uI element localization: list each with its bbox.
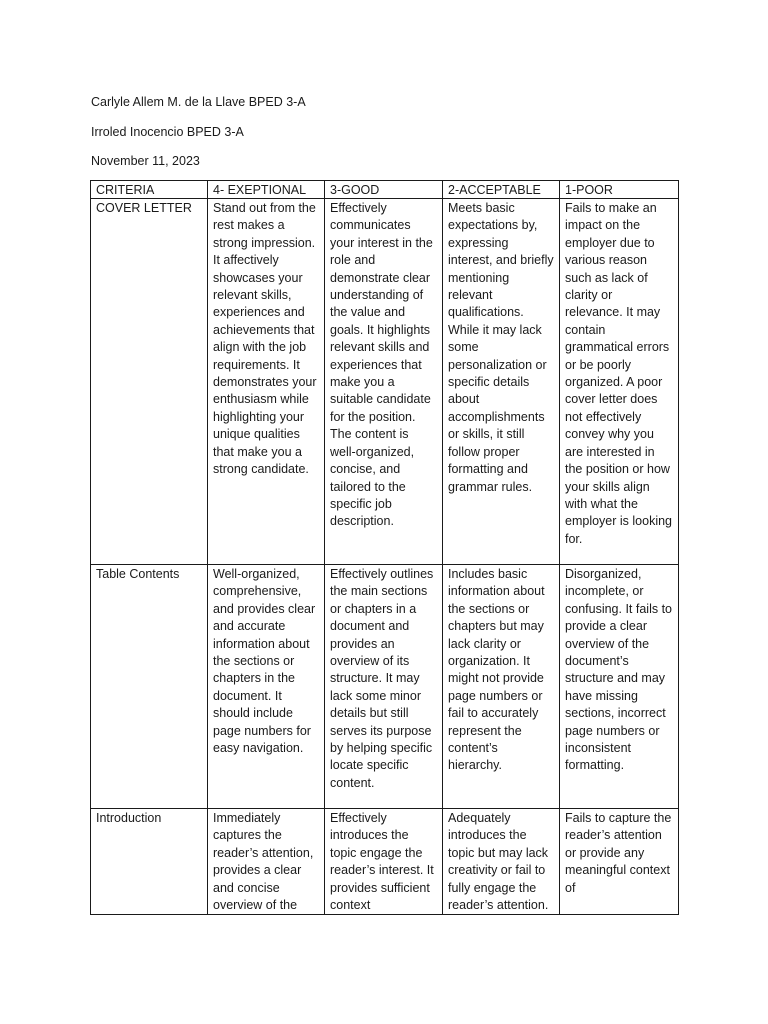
criteria-cell: Introduction [91, 809, 208, 915]
table-row [91, 809, 679, 915]
exceptional-cell: Stand out from the rest makes a strong impression. It affectively showcases your relevant skills, experiences and achievements that align with the job requirements. It demonstrates your enthusiasm while highlighting your unique qualities that make you a strong candidate. [208, 199, 325, 565]
poor-cell: Fails to capture the reader’s attention or provide any meaningful context of [560, 809, 679, 915]
header-cell-acceptable: 2-ACCEPTABLE [443, 181, 560, 199]
table-row [91, 565, 679, 809]
table-header-row [91, 181, 679, 199]
header-cell-criteria: CRITERIA [91, 181, 208, 199]
header-cell-poor: 1-POOR [560, 181, 679, 199]
good-cell: Effectively communicates your interest in the role and demonstrate clear understanding of the value and goals. It highlights relevant skills and experiences that make you a suitable candidate for the position. The content is well-organized, concise, and tailored to the specific job description. [325, 199, 443, 565]
header-cell-good: 3-GOOD [325, 181, 443, 199]
exceptional-cell: Immediately captures the reader’s attention, provides a clear and concise overview of the [208, 809, 325, 915]
acceptable-cell: Adequately introduces the topic but may lack creativity or fail to fully engage the reader’s attention. [443, 809, 560, 915]
rubric-table [90, 180, 679, 915]
header-cell-exceptional: 4- EXEPTIONAL [208, 181, 325, 199]
poor-cell: Fails to make an impact on the employer due to various reason such as lack of clarity or relevance. It may contain grammatical errors or be poorly organized. A poor cover letter does not effectively convey why you are interested in the position or how your skills align with what the employer is looking for. [560, 199, 679, 565]
exceptional-cell: Well-organized, comprehensive, and provides clear and accurate information about the sections or chapters in the document. It should include page numbers for easy navigation. [208, 565, 325, 809]
good-cell: Effectively outlines the main sections or chapters in a document and provides an overview of its structure. It may lack some minor details but still serves its purpose by helping specific locate specific content. [325, 565, 443, 809]
author-line-1: Carlyle Allem M. de la Llave BPED 3-A [91, 95, 306, 109]
acceptable-cell: Meets basic expectations by, expressing interest, and briefly mentioning relevant qualifications. While it may lack some personalization or specific details about accomplishments or skills, it still follow proper formatting and grammar rules. [443, 199, 560, 565]
criteria-cell: Table Contents [91, 565, 208, 809]
acceptable-cell: Includes basic information about the sections or chapters but may lack clarity or organization. It might not provide page numbers or fail to accurately represent the content’s hierarchy. [443, 565, 560, 809]
poor-cell: Disorganized, incomplete, or confusing. It fails to provide a clear overview of the document’s structure and may have missing sections, incorrect page numbers or inconsistent formatting. [560, 565, 679, 809]
criteria-cell: COVER LETTER [91, 199, 208, 565]
date-line: November 11, 2023 [91, 154, 200, 168]
good-cell: Effectively introduces the topic engage the reader’s interest. It provides sufficient context [325, 809, 443, 915]
author-line-2: Irroled Inocencio BPED 3-A [91, 125, 244, 139]
table-row [91, 199, 679, 565]
